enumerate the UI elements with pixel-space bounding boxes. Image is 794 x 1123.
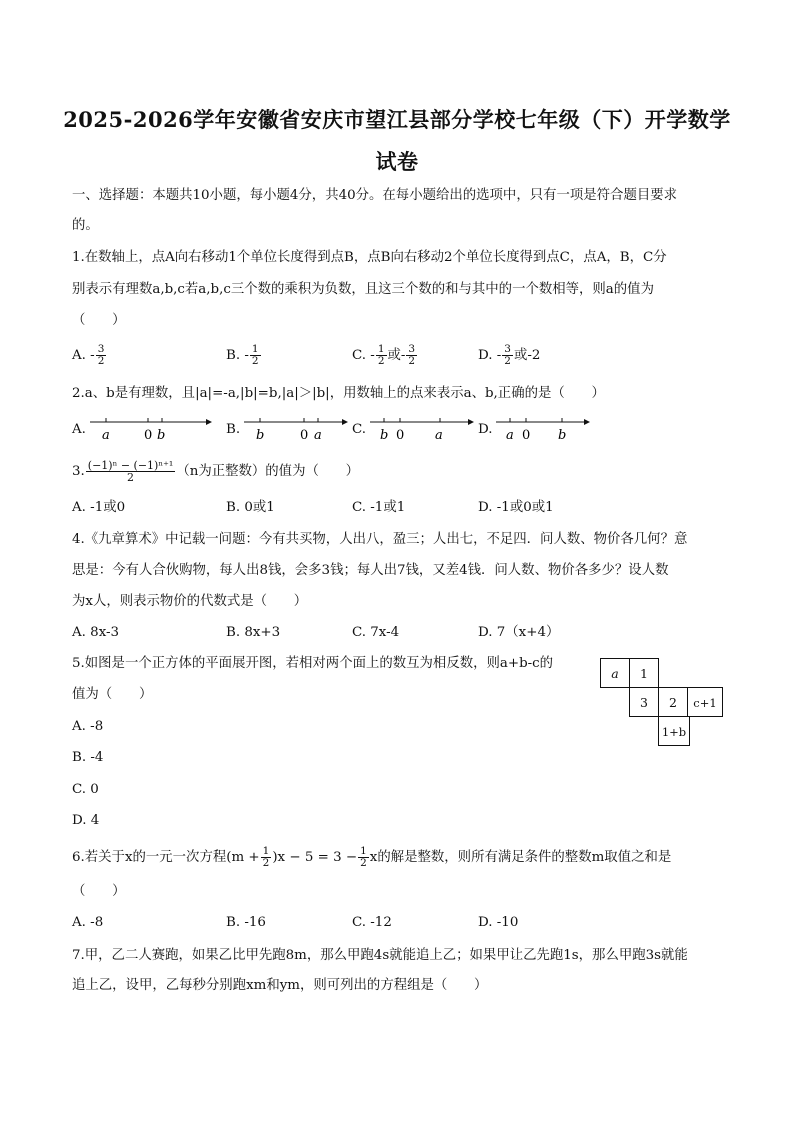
q2-option-d-label: D. bbox=[478, 422, 493, 437]
q2-option-b-numberline bbox=[244, 412, 350, 446]
q5-line2: 值为（ ） bbox=[72, 687, 153, 702]
q2-option-b-label: B. bbox=[226, 422, 241, 437]
q4-option-a: A. 8x-3 bbox=[72, 625, 120, 640]
q2-d-label-zero: 0 bbox=[522, 428, 531, 443]
q6-line1: 6.若关于x的一元一次方程(m + $\frac{1}{2}$ )x − 5 = 3 − $\frac{1}{2}$ x的解是整数，则所有满足条件的整数m取值之和是 bbox=[72, 845, 672, 869]
q6-option-a: A. -8 bbox=[72, 915, 104, 930]
q3-option-a: A. -1或0 bbox=[72, 500, 126, 515]
q5-option-d: D. 4 bbox=[72, 813, 100, 828]
q2-a-label-b: b bbox=[157, 428, 166, 443]
exam-title-line2: 试卷 bbox=[375, 149, 419, 174]
cube-face-2: 2 bbox=[658, 687, 688, 717]
q5-option-b: B. -4 bbox=[72, 750, 104, 765]
cube-face-1: 1 bbox=[629, 658, 659, 688]
cube-face-3: 3 bbox=[629, 687, 659, 717]
q7-line2: 追上乙，设甲，乙每秒分别跑xm和ym，则可列出的方程组是（ ） bbox=[72, 978, 488, 993]
q6-option-d: D. -10 bbox=[478, 915, 519, 930]
q2-option-d-numberline bbox=[496, 412, 592, 446]
q4-option-d: D. 7（x+4） bbox=[478, 625, 560, 640]
q3-line1: 3. $\frac{\text{(−1)ⁿ − (−1)ⁿ⁺¹}}{2}$ （n为正整数）的值为（ ） bbox=[72, 459, 360, 484]
q1-line3: （ ） bbox=[72, 313, 126, 328]
q5-option-c: C. 0 bbox=[72, 782, 99, 797]
q4-option-c: C. 7x-4 bbox=[352, 625, 400, 640]
q2-b-label-zero: 0 bbox=[300, 428, 309, 443]
q6-line2: （ ） bbox=[72, 884, 126, 899]
q2-c-label-a: a bbox=[435, 428, 443, 443]
q2-option-c-label: C. bbox=[352, 422, 367, 437]
q2-d-label-b: b bbox=[558, 428, 567, 443]
cube-face-1-plus-b: 1+b bbox=[658, 716, 690, 746]
section1-heading-cont: 的。 bbox=[72, 218, 99, 233]
q2-b-label-a: a bbox=[314, 428, 322, 443]
q2-line1: 2.a、b是有理数，且|a|=-a,|b|=b,|a|＞|b|，用数轴上的点来表示a、b,正确的是（ ） bbox=[72, 386, 605, 401]
q2-a-label-a: a bbox=[102, 428, 110, 443]
exam-title-line1: 2025-2026学年安徽省安庆市望江县部分学校七年级（下）开学数学 bbox=[63, 107, 731, 132]
q5-line1: 5.如图是一个正方体的平面展开图，若相对两个面上的数互为相反数，则a+b-c的 bbox=[72, 656, 554, 671]
q1-line2: 别表示有理数a,b,c若a,b,c三个数的乘积为负数，且这三个数的和与其中的一个数相等，则a的值为 bbox=[72, 282, 654, 297]
q4-line1: 4.《九章算术》中记载一问题：今有共买物，人出八，盈三；人出七，不足四．问人数、物价各几何？意 bbox=[72, 532, 688, 547]
q6-option-c: C. -12 bbox=[352, 915, 392, 930]
q2-b-label-b: b bbox=[256, 428, 265, 443]
q3-option-c: C. -1或1 bbox=[352, 500, 406, 515]
q3-option-b: B. 0或1 bbox=[226, 500, 275, 515]
q4-line3: 为x人，则表示物价的代数式是（ ） bbox=[72, 594, 308, 609]
q2-option-a-label: A. bbox=[72, 422, 86, 437]
q1-line1: 1.在数轴上，点A向右移动1个单位长度得到点B，点B向右移动2个单位长度得到点C，点A，B，C分 bbox=[72, 250, 667, 265]
q7-line1: 7.甲，乙二人赛跑，如果乙比甲先跑8m，那么甲跑4s就能追上乙；如果甲让乙先跑1s，那么甲跑3s就能 bbox=[72, 948, 688, 963]
q2-option-a-numberline bbox=[90, 412, 210, 446]
q4-line2: 思是：今有人合伙购物，每人出8钱，会多3钱；每人出7钱，又差4钱．问人数、物价各多少？设人数 bbox=[72, 563, 669, 578]
q2-option-c-numberline bbox=[370, 412, 476, 446]
cube-net-figure bbox=[600, 658, 750, 758]
section1-heading: 一、选择题：本题共10小题，每小题4分，共40分。在每小题给出的选项中，只有一项是符合题目要求 bbox=[72, 188, 678, 203]
q2-a-label-zero: 0 bbox=[144, 428, 153, 443]
cube-face-a: a bbox=[600, 658, 630, 688]
q1-option-d: D. - $\frac{3}{2}$ 或-2 bbox=[478, 343, 541, 367]
q1-option-a: A. - $\frac{3}{2}$ bbox=[72, 343, 105, 367]
q4-option-b: B. 8x+3 bbox=[226, 625, 281, 640]
cube-face-c-plus-1: c+1 bbox=[687, 687, 723, 717]
q2-c-label-b: b bbox=[380, 428, 389, 443]
q3-option-d: D. -1或0或1 bbox=[478, 500, 554, 515]
q6-option-b: B. -16 bbox=[226, 915, 266, 930]
q2-c-label-zero: 0 bbox=[396, 428, 405, 443]
q2-d-label-a: a bbox=[506, 428, 514, 443]
q5-option-a: A. -8 bbox=[72, 719, 104, 734]
q1-option-c: C. - $\frac{1}{2}$ 或- $\frac{3}{2}$ bbox=[352, 343, 416, 367]
q1-option-b: B. - $\frac{1}{2}$ bbox=[226, 343, 259, 367]
